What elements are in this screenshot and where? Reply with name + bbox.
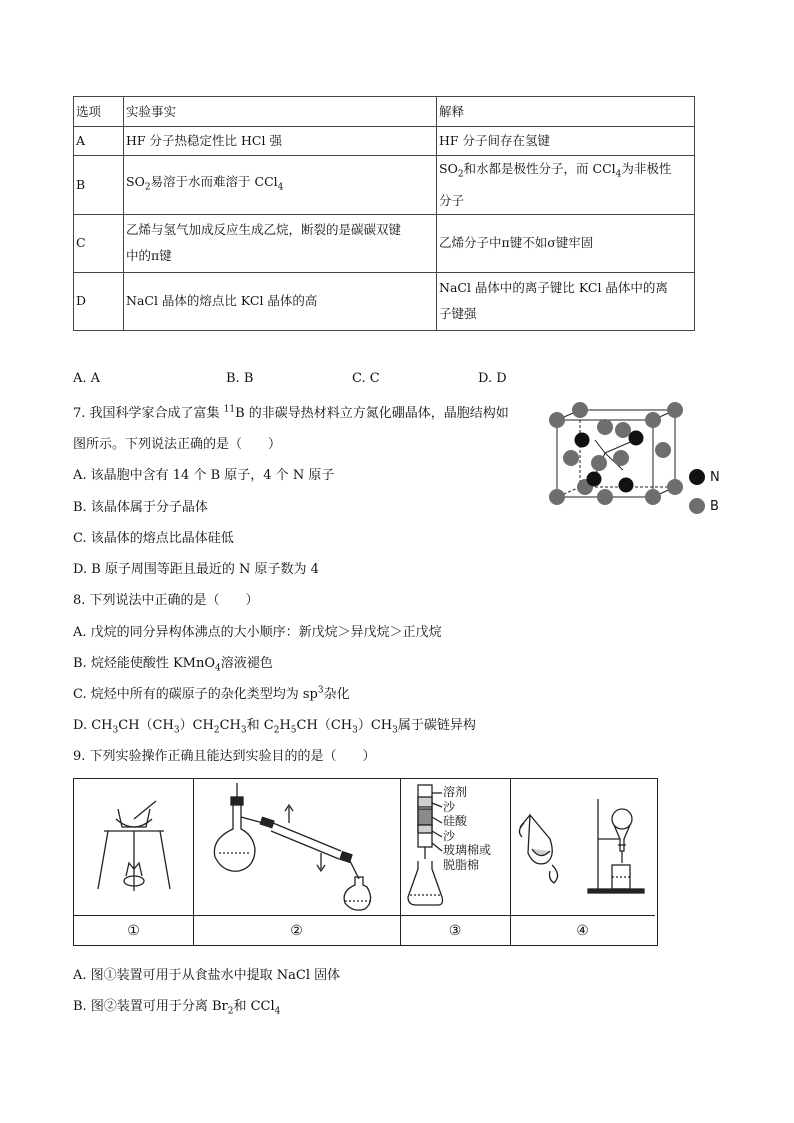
column-annotations <box>443 785 491 872</box>
q9-option-a[interactable]: A. 图①装置可用于从食盐水中提取 NaCl 固体 <box>73 968 341 983</box>
q7-option-c[interactable]: C. 该晶体的熔点比晶体硅低 <box>73 531 234 546</box>
row-fact: 乙烯与氢气加成反应生成乙烷，断裂的是碳碳双键 中的π键 <box>124 214 437 272</box>
table-header-reason: 解释 <box>437 97 695 127</box>
question6-table <box>73 96 695 331</box>
q8-option-c[interactable]: C. 烷烃中所有的碳原子的杂化类型均为 $sp^3$杂化 <box>73 685 350 702</box>
table-header-option: 选项 <box>74 97 124 127</box>
label-sand-bottom: 沙 <box>443 828 456 843</box>
label-silicic-acid: 硅酸 <box>443 814 468 828</box>
q9-stem: 9. 下列实验操作正确且能达到实验目的的是（ ） <box>73 749 376 764</box>
row-fact: $SO_2$易溶于水而难溶于 CCl$_4$ <box>124 156 437 215</box>
row-reason: 乙烯分子中π键不如σ键牢固 <box>437 214 695 272</box>
row-fact: NaCl 晶体的熔点比 KCl 晶体的高 <box>124 272 437 330</box>
table-row <box>74 156 695 215</box>
table-header-fact: 实验事实 <box>124 97 437 127</box>
crystal-cell-diagram <box>545 400 735 520</box>
label-glass-wool: 玻璃棉或 <box>443 843 492 857</box>
q6-option-b[interactable]: B. B <box>226 371 254 386</box>
row-option: B <box>74 156 124 215</box>
apparatus-1 <box>74 779 194 915</box>
q8-stem: 8. 下列说法中正确的是（ ） <box>73 593 259 608</box>
q7-option-a[interactable]: A. 该晶胞中含有 14 个 B 原子，4 个 N 原子 <box>73 468 335 483</box>
q8-option-b[interactable]: B. 烷烃能使酸性 KMnO$_4$溶液褪色 <box>73 656 273 674</box>
table-row <box>74 214 695 272</box>
label-solvent: 溶剂 <box>443 785 468 799</box>
legend-b-label: B <box>710 499 719 514</box>
legend-n-label: N <box>710 470 720 485</box>
q6-option-a[interactable]: A. A <box>73 371 101 386</box>
row-option: A <box>74 127 124 156</box>
apparatus-label-2: ② <box>193 915 401 946</box>
boron-atoms <box>549 402 683 505</box>
q8-option-a[interactable]: A. 戊烷的同分异构体沸点的大小顺序：新戊烷＞异戊烷＞正戊烷 <box>73 625 442 640</box>
q6-option-d[interactable]: D. D <box>478 371 507 386</box>
row-reason: NaCl 晶体中的离子键比 KCl 晶体中的离 子键强 <box>437 272 695 330</box>
row-fact: HF 分子热稳定性比 HCl 强 <box>124 127 437 156</box>
separatory-apparatus-drawing <box>510 779 655 915</box>
legend-n-dot <box>689 469 705 485</box>
apparatus-label-1: ① <box>74 915 194 946</box>
label-cotton: 脱脂棉 <box>443 857 480 872</box>
distillation-apparatus-drawing <box>193 779 400 915</box>
table-row <box>74 127 695 156</box>
q9-option-b[interactable]: B. 图②装置可用于分离 $Br_2$和 CCl$_4$ <box>73 999 281 1017</box>
label-sand-top: 沙 <box>443 799 456 814</box>
q7-option-b[interactable]: B. 该晶体属于分子晶体 <box>73 500 208 515</box>
row-option: C <box>74 214 124 272</box>
table-row <box>74 272 695 330</box>
row-reason: $SO_2$和水都是极性分子，而 CCl$_4$为非极性 分子 <box>437 156 695 215</box>
row-reason: HF 分子间存在氢键 <box>437 127 695 156</box>
apparatus-label-4: ④ <box>510 915 655 946</box>
apparatus-4 <box>510 779 655 915</box>
apparatus-label-3: ③ <box>400 915 511 946</box>
apparatus-table <box>73 778 658 946</box>
q7-stem: 7. 我国科学家合成了富集 $^{11}$B 的非碳导热材料立方氮化硼晶体，晶胞结构如 <box>73 404 509 421</box>
q8-option-d[interactable]: D. $CH_3CH(CH_3)CH_2CH_3$和 $C_2H_5CH(CH_3)CH_3$属于碳链异构 <box>73 718 476 736</box>
q7-stem-line2: 图所示。下列说法正确的是（ ） <box>73 437 282 452</box>
row-option: D <box>74 272 124 330</box>
q7-option-d[interactable]: D. B 原子周围等距且最近的 N 原子数为 4 <box>73 562 319 577</box>
legend-b-dot <box>689 498 705 514</box>
apparatus-2 <box>193 779 401 915</box>
evaporation-apparatus-drawing <box>74 779 193 915</box>
q6-option-c[interactable]: C. C <box>352 371 380 386</box>
